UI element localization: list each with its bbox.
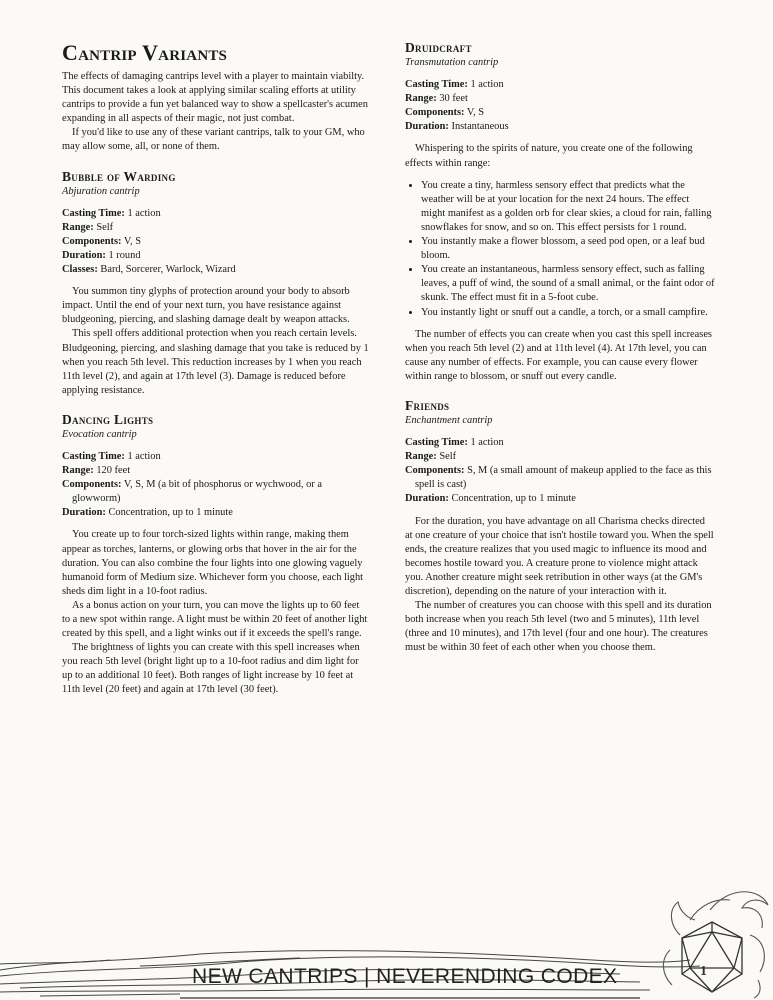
spell-school: Evocation cantrip bbox=[62, 428, 137, 440]
list-item: • You instantly make a flower blossom, a seed pod open, or a leaf bud bloom. bbox=[421, 235, 715, 263]
spell-dancing-lights bbox=[62, 412, 370, 698]
stat-casting-time: Casting Time: 1 action bbox=[405, 79, 504, 91]
spell-description: The brightness of lights you can create with this spell increases when you reach 5th level (bright light up to a 10-foot radius and dim light for up to an additional 10 feet). Both ranges of light increase by 10 feet at 11th level (20 feet) and again at 17th level (30 feet). bbox=[62, 642, 360, 696]
spell-stats bbox=[405, 78, 715, 134]
stat-range: Range: 120 feet bbox=[62, 465, 131, 477]
spell-description: Whispering to the spirits of nature, you create one of the following effects within range: bbox=[405, 143, 693, 169]
left-column bbox=[62, 40, 370, 698]
spell-school: Transmutation cantrip bbox=[405, 57, 499, 68]
spell-name: Dancing Lights bbox=[62, 411, 154, 427]
footer-title: NEW CANTRIPS | NEVERENDING CODEX bbox=[192, 965, 618, 988]
spell-description: The number of effects you can create when you cast this spell increases when you reach 5th level (2) and at 11th level (4). At 17th level, you can cause any number of effects. For example, you can cause every flower within range to blossom, or snuff out every candle. bbox=[405, 328, 712, 382]
stat-casting-time: Casting Time: 1 action bbox=[62, 207, 161, 219]
stat-components: Components: S, M (a small amount of makeup applied to the face as this spell is cast) bbox=[405, 465, 712, 491]
right-column bbox=[405, 40, 715, 655]
stat-casting-time: Casting Time: 1 action bbox=[405, 437, 504, 449]
list-item: • You instantly light or snuff out a candle, a torch, or a small campfire. bbox=[421, 306, 715, 320]
spell-description: The number of creatures you can choose with this spell and its duration both increase when you reach 5th level (two and 5 minutes), 11th level (three and 10 minutes), and 17th level (four and one hour). The creatures must be within 30 feet of each other when you choose them. bbox=[405, 600, 712, 654]
stat-components: Components: V, S bbox=[405, 107, 485, 119]
spell-description: For the duration, you have advantage on all Charisma checks directed at one creature of your choice that isn't hostile toward you. When the spell ends, the creature realizes that you used magic to influence its mood and becomes hostile toward you. A creature prone to violence might attack you. Another creature might seek retribution in other ways (at the GM's discretion), depending on the nature of your interaction with it. bbox=[405, 515, 714, 597]
spell-description: As a bonus action on your turn, you can move the lights up to 60 feet to a new spot within range. A light must be within 20 feet of another light created by this spell, and a light winks out if it exceeds the spell's range. bbox=[62, 599, 368, 640]
spell-friends bbox=[405, 398, 715, 656]
spell-school: Abjuration cantrip bbox=[62, 185, 140, 197]
spell-description: You create up to four torch-sized lights within range, making them appear as torches, lanterns, or glowing orbs that hover in the air for the duration. You can also combine the four lights into one glowing vaguely humanoid form of Medium size. Whichever form you choose, each light sheds dim light in a 10-foot radius. bbox=[62, 529, 364, 597]
spell-name: Bubble of Warding bbox=[62, 168, 176, 184]
spell-name: Druidcraft bbox=[405, 40, 472, 55]
d20-dice-icon bbox=[682, 922, 742, 992]
spell-stats bbox=[62, 450, 370, 520]
dragon-icon bbox=[650, 880, 773, 1000]
stat-components: Components: V, S bbox=[62, 235, 142, 247]
spell-description: You summon tiny glyphs of protection around your body to absorb impact. Until the end of your next turn, you have resistance against bludgeoning, piercing, and slashing damage dealt by weapon attacks. bbox=[62, 286, 350, 326]
intro-paragraph: If you'd like to use any of these variant cantrips, talk to your GM, who may allow some, all, or none of them. bbox=[62, 127, 365, 153]
stat-components: Components: V, S, M (a bit of phosphorus or wychwood, or a glowworm) bbox=[62, 479, 322, 505]
page-title: Cantrip Variants bbox=[62, 40, 228, 65]
stat-duration: Duration: Instantaneous bbox=[405, 121, 509, 133]
stat-duration: Duration: 1 round bbox=[62, 249, 141, 261]
stat-duration: Duration: Concentration, up to 1 minute bbox=[62, 507, 233, 519]
spell-school: Enchantment cantrip bbox=[405, 414, 493, 426]
spell-stats bbox=[62, 207, 370, 277]
spell-bubble-of-warding bbox=[62, 169, 370, 398]
page-number: 1 bbox=[700, 964, 707, 979]
intro-paragraph: The effects of damaging cantrips level with a player to maintain viabilty. This document takes a look at applying similar scaling efforts at utility cantrips to provide a fun yet balanced way to show a spellcaster's acumen expanding in all aspects of their magic, not just combat. bbox=[62, 71, 368, 125]
stat-casting-time: Casting Time: 1 action bbox=[62, 450, 161, 462]
list-item: • You create an instantaneous, harmless sensory effect, such as falling leaves, a puff of wind, the sound of a small animal, or the faint odor of skunk. The effect must fit in a 5-foot cube. bbox=[421, 263, 715, 305]
spell-druidcraft bbox=[405, 40, 715, 384]
spell-description: This spell offers additional protection when you reach certain levels. Bludgeoning, piercing, and slashing damage that you take is reduced by 1 when you reach 5th level. This reduction increases by 1 when you reach 11th level (2), and again at 17th level (3). Damage is reduced before applying resistance. bbox=[62, 328, 369, 396]
stat-classes: Classes: Bard, Sorcerer, Warlock, Wizard bbox=[62, 264, 236, 276]
spell-stats bbox=[405, 436, 715, 506]
stat-range: Range: 30 feet bbox=[405, 93, 468, 105]
effects-list bbox=[405, 179, 715, 320]
stat-range: Range: Self bbox=[405, 451, 457, 463]
stat-duration: Duration: Concentration, up to 1 minute bbox=[405, 493, 576, 505]
stat-range: Range: Self bbox=[62, 221, 114, 233]
list-item: • You create a tiny, harmless sensory effect that predicts what the weather will be at your location for the next 24 hours. The effect might manifest as a golden orb for clear skies, a cloud for rain, falling snowflakes for snow, and so on. This effect persists for 1 round. bbox=[421, 179, 715, 235]
spell-name: Friends bbox=[405, 397, 450, 413]
